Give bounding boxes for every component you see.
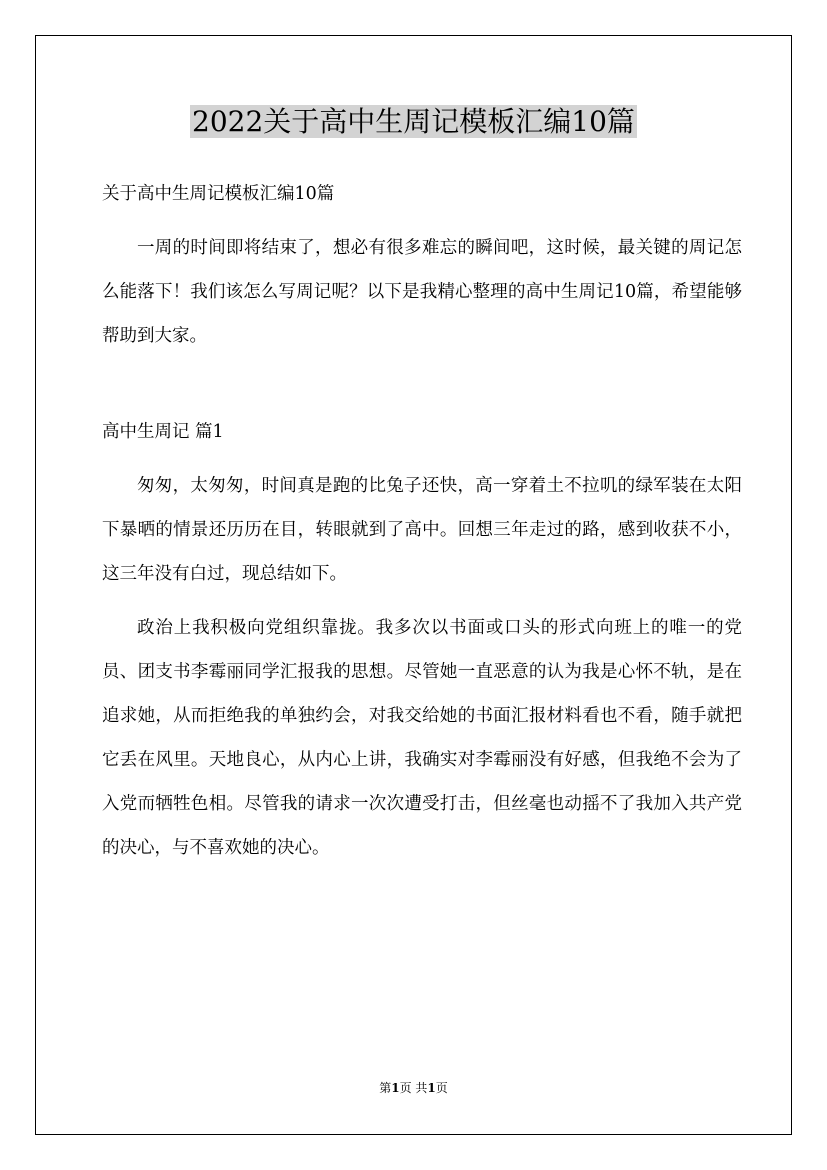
- body-paragraph-2: 政治上我积极向党组织靠拢。我多次以书面或口头的形式向班上的唯一的党员、团支书李霉丽同学汇报我的思想。尽管她一直恶意的认为我是心怀不轨，是在追求她，从而拒绝我的单独约会，对我交给她的书面汇报材料看也不看，随手就把它丢在风里。天地良心，从内心上讲，我确实对李霉丽没有好感，但我绝不会为了入党而牺牲色相。尽管我的请求一次次遭受打击，但丝毫也动摇不了我加入共产党的决心，与不喜欢她的决心。: [102, 618, 742, 858]
- footer-page-suffix: 页 共: [399, 1081, 428, 1095]
- footer-page-prefix: 第: [379, 1081, 392, 1095]
- footer-page-end: 页: [435, 1081, 448, 1095]
- footer-page-current: 1: [391, 1081, 400, 1095]
- document-title-text: 2022关于高中生周记模板汇编10篇: [192, 105, 635, 138]
- document-subtitle: 关于高中生周记模板汇编10篇: [102, 184, 335, 204]
- document-title: [0, 100, 827, 144]
- section-heading: 高中生周记 篇1: [102, 422, 224, 442]
- body-paragraph-1: 匆匆，太匆匆，时间真是跑的比兔子还快，高一穿着土不拉叽的绿军装在太阳下暴晒的情景还历历在目，转眼就到了高中。回想三年走过的路，感到收获不小，这三年没有白过，现总结如下。: [102, 476, 742, 584]
- page-footer: [0, 1080, 827, 1096]
- document-body: [102, 172, 742, 870]
- intro-paragraph: 一周的时间即将结束了，想必有很多难忘的瞬间吧，这时候，最关键的周记怎么能落下！我们该怎么写周记呢？以下是我精心整理的高中生周记10篇，希望能够帮助到大家。: [102, 238, 742, 346]
- footer-page-total: 1: [427, 1081, 436, 1095]
